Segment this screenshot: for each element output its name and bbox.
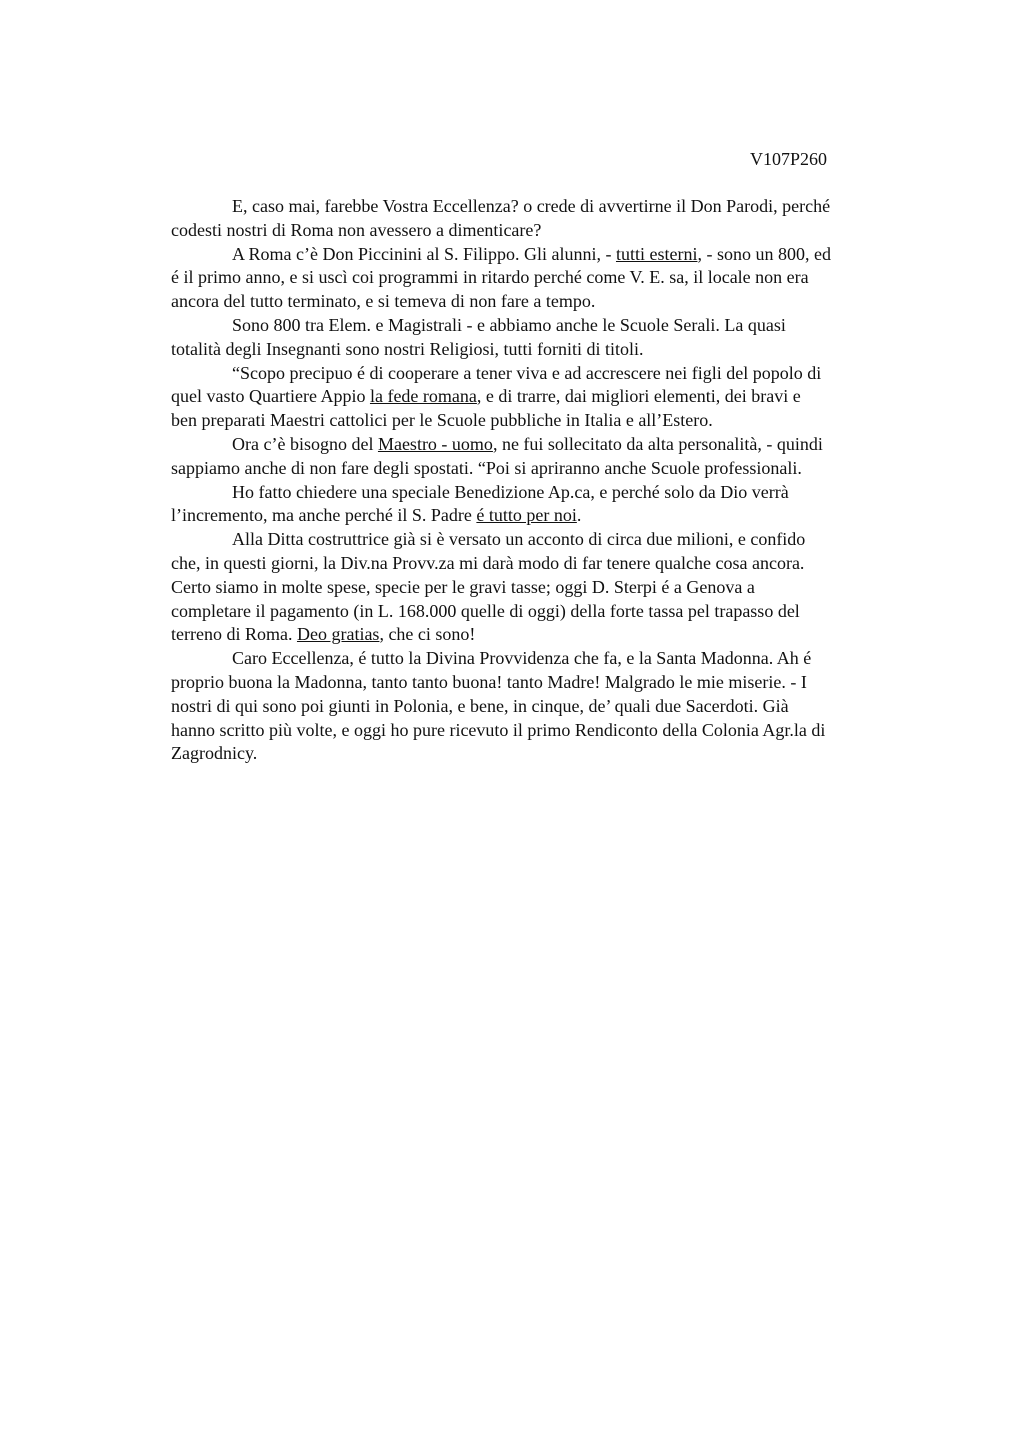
text-segment: totalità degli Insegnanti sono nostri Religiosi, tutti forniti di titoli. bbox=[171, 338, 644, 359]
text-segment: Ho fatto chiedere una speciale Benedizione Ap.ca, e perché solo da Dio verrà bbox=[232, 481, 789, 502]
text-segment: Ora c’è bisogno del bbox=[232, 433, 378, 454]
underlined-text: tutti esterni bbox=[615, 243, 698, 264]
paragraph bbox=[171, 528, 931, 647]
paragraph bbox=[171, 314, 931, 362]
text-segment: Zagrodnicy. bbox=[171, 743, 258, 764]
text-segment: , che ci sono! bbox=[379, 624, 476, 645]
underlined-text: é tutto per noi bbox=[476, 505, 577, 526]
text-segment: Sono 800 tra Elem. e Magistrali - e abbiamo anche le Scuole Serali. La quasi bbox=[232, 314, 786, 335]
text-segment: codesti nostri di Roma non avessero a dimenticare? bbox=[171, 219, 542, 240]
text-segment: , ne fui sollecitato da alta personalità, - quindi bbox=[492, 433, 823, 454]
letter-body bbox=[171, 195, 931, 766]
text-segment: “Scopo precipuo é di cooperare a tener viva e ad accrescere nei figli del popolo di bbox=[232, 362, 822, 383]
underlined-text: Maestro - uomo bbox=[377, 433, 493, 454]
text-segment: . bbox=[576, 505, 582, 526]
text-segment: ancora del tutto terminato, e si temeva di non fare a tempo. bbox=[171, 291, 596, 312]
text-segment: l’incremento, ma anche perché il S. Padre bbox=[171, 505, 477, 526]
text-segment: E, caso mai, farebbe Vostra Eccellenza? o crede di avvertirne il Don Parodi, perché bbox=[232, 196, 831, 216]
paragraph bbox=[171, 433, 931, 481]
text-segment: proprio buona la Madonna, tanto tanto buona! tanto Madre! Malgrado le mie miserie. - I bbox=[171, 671, 807, 692]
paragraph bbox=[171, 243, 931, 314]
text-segment: quel vasto Quartiere Appio bbox=[171, 386, 370, 407]
text-segment: , - sono un 800, ed bbox=[697, 243, 831, 264]
text-segment: é il primo anno, e si uscì coi programmi in ritardo perché come V. E. sa, il locale non era bbox=[171, 267, 809, 288]
text-segment: A Roma c’è Don Piccinini al S. Filippo. Gli alunni, - bbox=[232, 243, 616, 264]
text-segment: sappiamo anche di non fare degli spostati. “Poi si apriranno anche Scuole professionali. bbox=[171, 457, 802, 478]
underlined-text: Deo gratias bbox=[296, 624, 380, 645]
text-segment: Alla Ditta costruttrice già si è versato un acconto di circa due milioni, e confido bbox=[232, 529, 806, 550]
text-segment: completare il pagamento (in L. 168.000 quelle di oggi) della forte tassa pel trapasso del bbox=[171, 600, 800, 621]
page-reference: V107P260 bbox=[750, 149, 828, 169]
paragraph bbox=[171, 195, 931, 243]
text-segment: nostri di qui sono poi giunti in Polonia, e bene, in cinque, de’ quali due Sacerdoti. Già bbox=[171, 695, 789, 716]
text-segment: hanno scritto più volte, e oggi ho pure ricevuto il primo Rendiconto della Colonia Agr.la di bbox=[171, 719, 826, 740]
text-segment: Certo siamo in molte spese, specie per le gravi tasse; oggi D. Sterpi é a Genova a bbox=[171, 576, 755, 597]
text-segment: ben preparati Maestri cattolici per le Scuole pubbliche in Italia e all’Estero. bbox=[171, 410, 713, 431]
underlined-text: la fede romana bbox=[369, 386, 477, 407]
paragraph bbox=[171, 481, 931, 529]
text-segment: che, in questi giorni, la Div.na Provv.za mi darà modo di far tenere qualche cosa ancora. bbox=[171, 552, 805, 573]
paragraph bbox=[171, 362, 931, 433]
paragraph bbox=[171, 647, 931, 766]
text-segment: terreno di Roma. bbox=[171, 624, 297, 645]
text-segment: Caro Eccellenza, é tutto la Divina Provvidenza che fa, e la Santa Madonna. Ah é bbox=[232, 648, 812, 669]
text-segment: , e di trarre, dai migliori elementi, dei bravi e bbox=[476, 386, 801, 407]
